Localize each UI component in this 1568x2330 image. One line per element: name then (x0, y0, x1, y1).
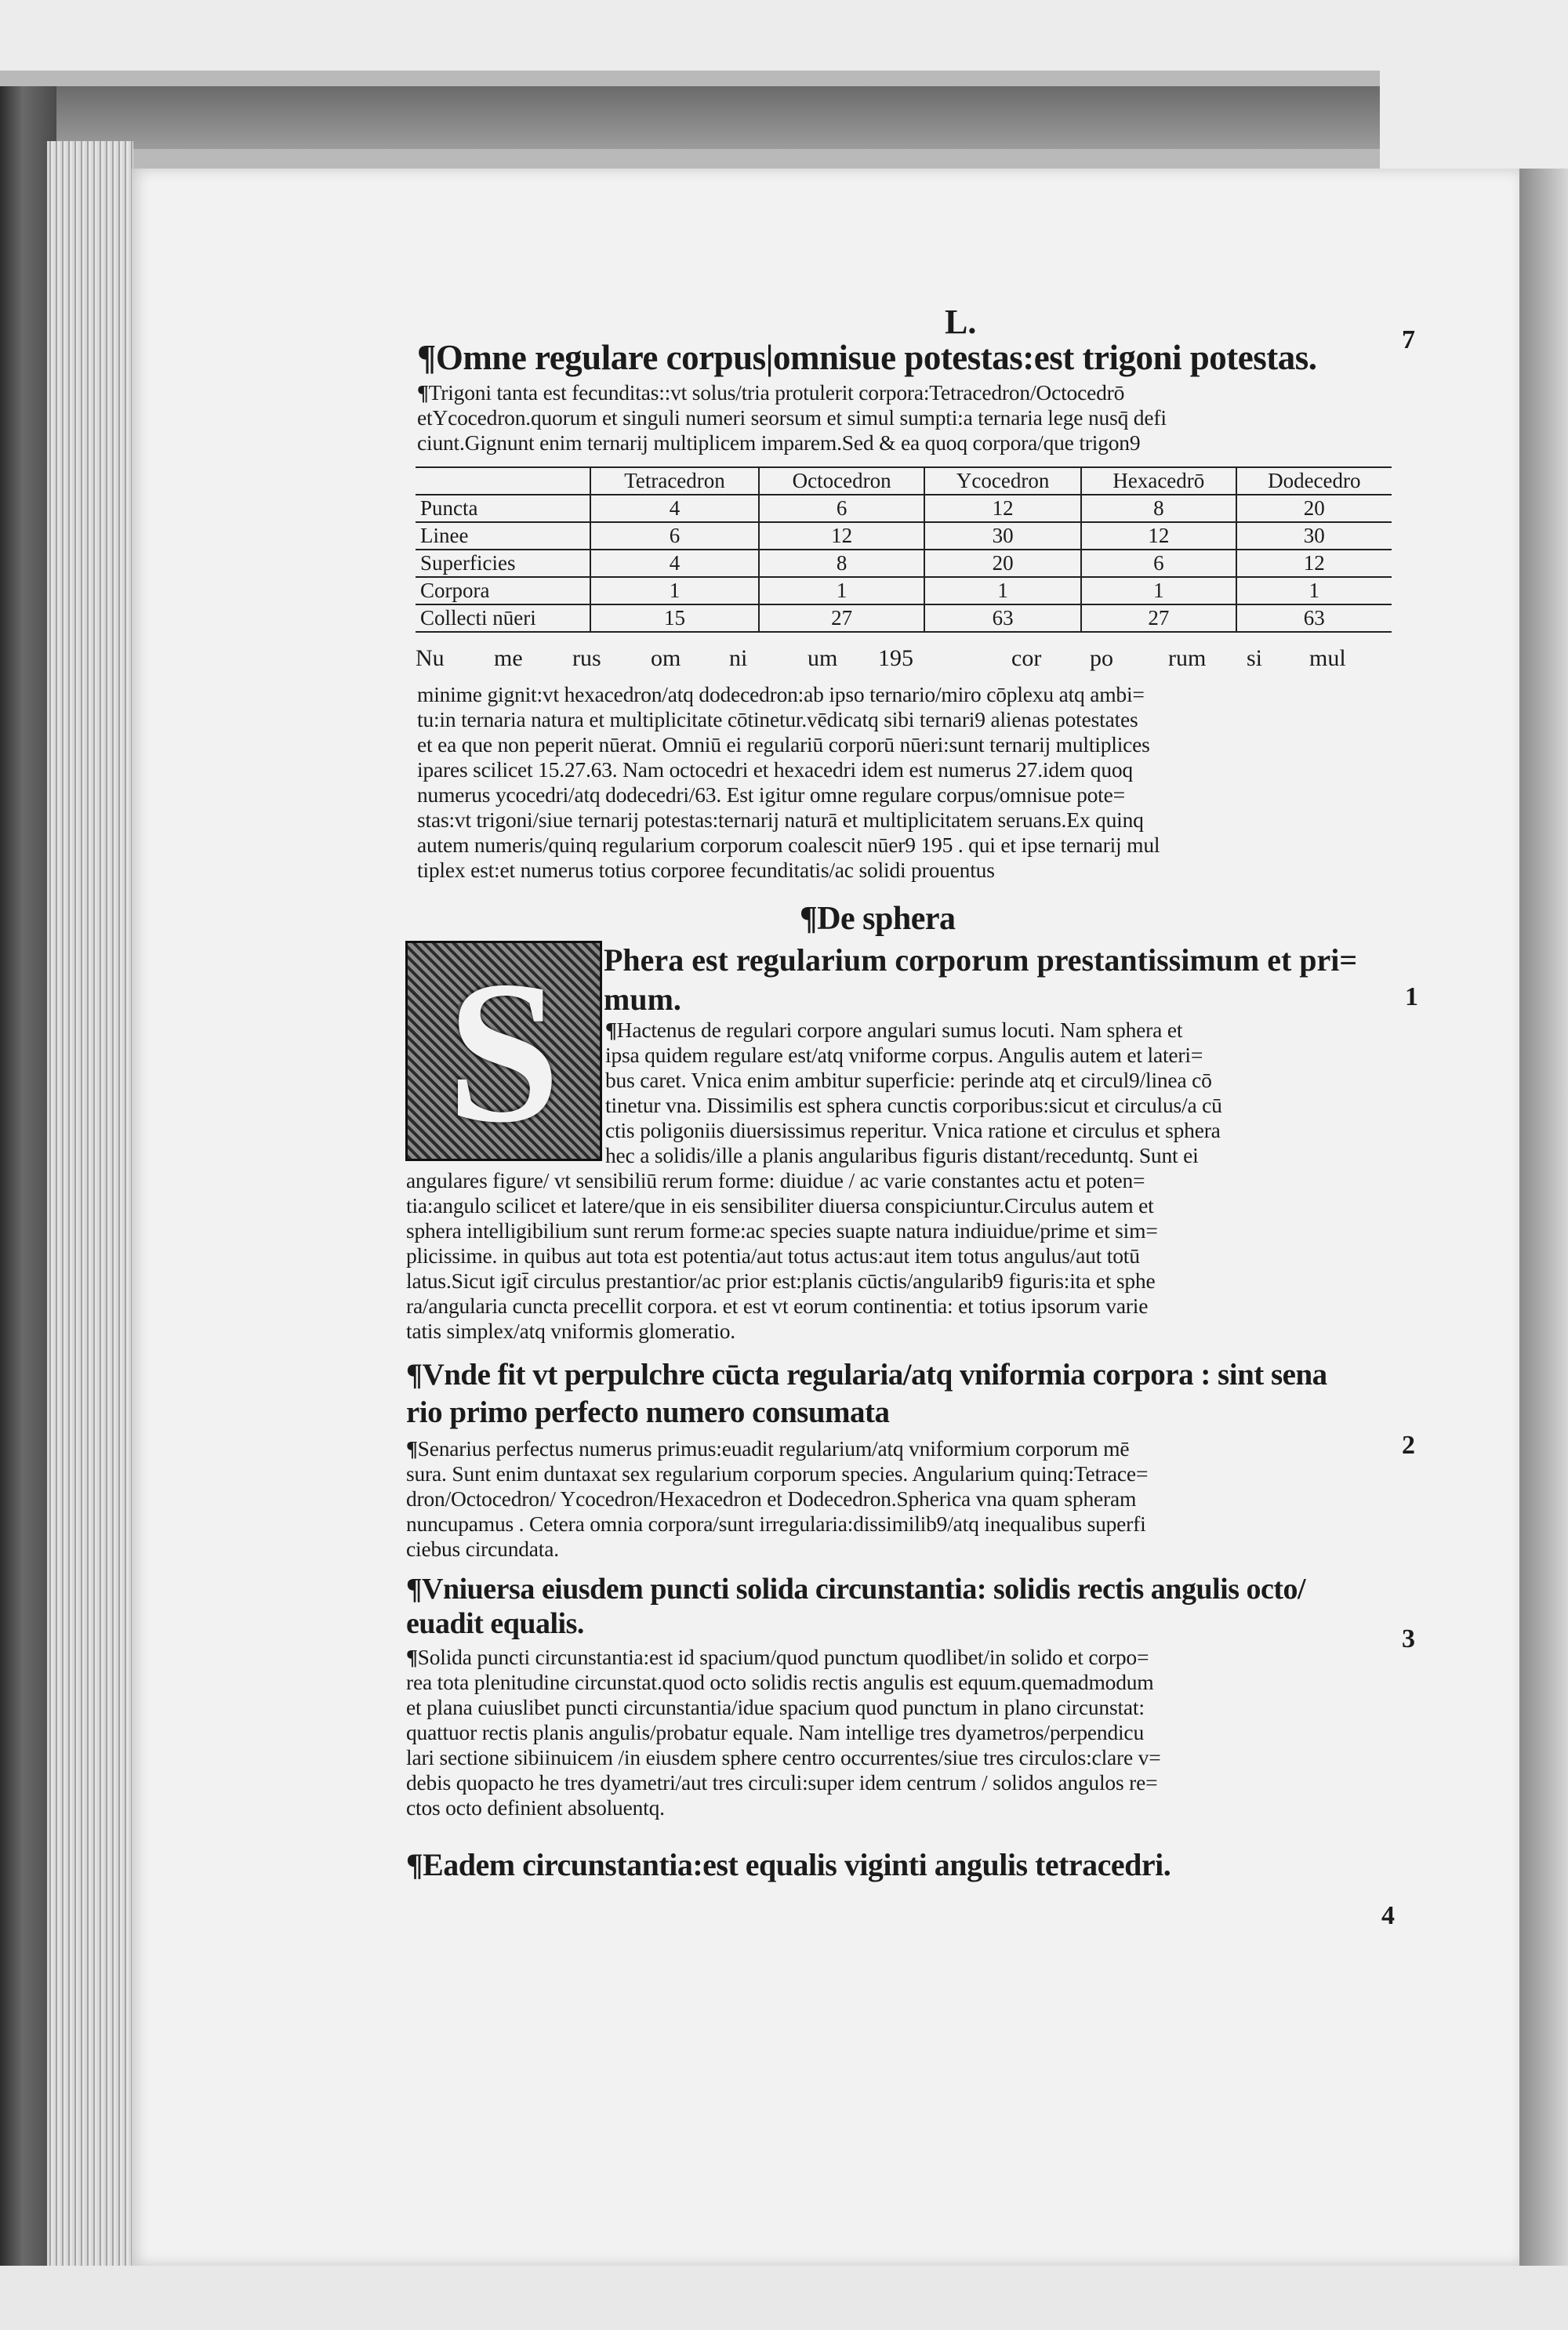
text-line: Senarius perfectus numerus primus:euadit regularium/atq vniformium corporum mē (417, 1436, 1130, 1461)
spaced-word: rus (572, 645, 601, 671)
text-line: mum. (604, 982, 681, 1017)
table-cell: 8 (1081, 495, 1236, 522)
table-cell: 6 (759, 495, 924, 522)
spaced-word: rum (1168, 645, 1207, 671)
text-line: et plana cuiuslibet puncti circunstantia/idue spacium quod punctum in plano circunstat: (406, 1695, 1145, 1719)
spaced-word: cor (1011, 645, 1042, 671)
text-line: ctis poligoniis diuersissimus reperitur. Vnica ratione et circulus et sphera (605, 1118, 1221, 1142)
text-line: latus.Sicut igit̄ circulus prestantior/ac prior est:planis cūctis/angularib9 figuris:ita et sphe (406, 1268, 1156, 1293)
text-line: Vnde fit vt perpulchre cūcta regularia/atq vniformia corpora : sint sena (422, 1358, 1327, 1392)
text-line: nuncupamus . Cetera omnia corpora/sunt irregularia:dissimilib9/atq inequalibus superfi (406, 1512, 1146, 1536)
table-cell: 4 (590, 550, 759, 577)
text-line: tu:in ternaria natura et multiplicitate cōtinetur.vēdicatq sibi ternari9 alienas potestates (417, 707, 1138, 731)
text-line: tatis simplex/atq vniformis glomeratio. (406, 1319, 735, 1343)
row-label: Superficies (416, 550, 590, 577)
row-label: Collecti nūeri (416, 604, 590, 632)
margin-number: 1 (1405, 982, 1418, 1011)
spaced-word: um (808, 645, 838, 671)
table-cell: 15 (590, 604, 759, 632)
spaced-word: me (494, 645, 523, 671)
paragraph-senarius (406, 1436, 1148, 1562)
table-cell: 30 (1236, 522, 1392, 550)
column-header: Ycocedron (924, 467, 1081, 495)
page-shadow (1519, 169, 1568, 2266)
heading-eadem (406, 1846, 1171, 1883)
text-line: Solida puncti circunstantia:est id spacium/quod punctum quodlibet/in solido et corpo= (417, 1645, 1149, 1669)
table-row (416, 522, 1392, 550)
table-cell: 1 (759, 577, 924, 604)
table-cell: 63 (924, 604, 1081, 632)
spaced-word: ni (729, 645, 748, 671)
table-cell: 12 (1236, 550, 1392, 577)
pilcrow-icon: ¶ (406, 1358, 423, 1392)
table-cell: 30 (924, 522, 1081, 550)
text-line: rea tota plenitudine circunstat.quod octo solidis rectis angulis est equum.quemadmodum (406, 1670, 1154, 1694)
text-line: sura. Sunt enim duntaxat sex regularium corporum species. Angularium quinq:Tetrace= (406, 1461, 1149, 1486)
text-line: ipares scilicet 15.27.63. Nam octocedri et hexacedri idem est numerus 27.idem quoq (417, 757, 1133, 782)
pilcrow-icon: ¶ (605, 1018, 617, 1042)
table-row (416, 604, 1392, 632)
column-header: Hexacedrō (1081, 467, 1236, 495)
sphera-title (604, 941, 1357, 1019)
table-corner (416, 467, 590, 495)
background-strip (0, 2266, 1568, 2330)
table-cell: 20 (924, 550, 1081, 577)
paragraph-solida-puncti (406, 1645, 1161, 1820)
text-line: Phera est regularium corporum prestantissimum et pri= (604, 942, 1358, 978)
text-line: quattuor rectis planis angulis/probatur equale. Nam intellige tres dyametros/perpendicu (406, 1720, 1144, 1744)
heading-text: Omne regulare corpus|omnisue potestas:est trigoni potestas. (435, 338, 1317, 377)
spaced-word: om (651, 645, 681, 671)
polyhedra-table (416, 466, 1392, 633)
table-cell: 12 (759, 522, 924, 550)
page-edges (47, 141, 133, 2266)
margin-number: 3 (1402, 1624, 1415, 1653)
text-line: ra/angularia cuncta precellit corpora. et est vt eorum continentia: et totius ipsorum varie (406, 1294, 1149, 1318)
text-line: bus caret. Vnica enim ambitur superficie: perinde atq et circul9/linea cō (605, 1068, 1212, 1092)
pilcrow-icon: ¶ (417, 380, 429, 405)
pilcrow-icon: ¶ (406, 1573, 423, 1606)
pilcrow-icon: ¶ (406, 1436, 418, 1461)
heading-de-sphera (800, 900, 956, 938)
row-label: Puncta (416, 495, 590, 522)
paragraph-trigoni (417, 380, 1167, 455)
heading-vnde-fit (406, 1356, 1327, 1432)
text-line: Trigoni tanta est fecunditas::vt solus/tria protulerit corpora:Tetracedron/Octocedrō (428, 380, 1125, 405)
pilcrow-icon: ¶ (417, 338, 436, 377)
book-cover-edge (0, 86, 1380, 149)
text-line: euadit equalis. (406, 1607, 584, 1640)
margin-number: 7 (1402, 325, 1415, 354)
text-line: tiplex est:et numerus totius corporee fecunditatis/ac solidi prouentus (417, 858, 995, 882)
text-line: Hactenus de regulari corpore angulari sumus locuti. Nam sphera et (616, 1018, 1183, 1042)
pilcrow-icon: ¶ (406, 1847, 423, 1882)
spaced-word: po (1090, 645, 1113, 671)
text-line: lari sectione sibiinuicem /in eiusdem sphere centro occurrentes/siue tres circulos:clare v= (406, 1745, 1161, 1769)
column-header: Octocedron (759, 467, 924, 495)
text-line: angulares figure/ vt sensibiliū rerum forme: diuidue / ac varie constantes actu et poten= (406, 1168, 1145, 1192)
text-line: numerus ycocedri/atq dodecedri/63. Est igitur omne regulare corpus/omnisue pote= (417, 782, 1125, 807)
table-cell: 1 (1236, 577, 1392, 604)
text-line: hec a solidis/ille a planis angularibus figuris distant/receduntq. Sunt ei (605, 1143, 1199, 1167)
table-cell: 20 (1236, 495, 1392, 522)
text-line: tia:angulo scilicet et latere/que in eis sensibiliter diuersa conspiciuntur.Circulus autem et (406, 1193, 1154, 1218)
paragraph-sphera-indented (605, 1018, 1222, 1168)
text-line: etYcocedron.quorum et singuli numeri seorsum et simul sumpti:a ternaria lege nusq̄ defi (417, 405, 1167, 430)
text-line: minime gignit:vt hexacedron/atq dodecedron:ab ipso ternario/miro cōplexu atq ambi= (417, 682, 1145, 706)
heading-text: De sphera (817, 901, 956, 937)
text-line: sphera intelligibilium sunt rerum forme:ac species suapte natura indiuidue/prime et sim= (406, 1218, 1158, 1243)
spaced-word: mul (1309, 645, 1346, 671)
text-line: rio primo perfecto numero consumata (406, 1395, 890, 1429)
text-line: ctos octo definient absoluentq. (406, 1795, 665, 1820)
table-cell: 8 (759, 550, 924, 577)
table-row (416, 550, 1392, 577)
table-cell: 6 (1081, 550, 1236, 577)
table-cell: 6 (590, 522, 759, 550)
column-header: Dodecedro (1236, 467, 1392, 495)
text-line: autem numeris/quinq regularium corporum coalescit nūer9 195 . qui et ipse ternarij mul (417, 833, 1160, 857)
text-line: Vniuersa eiusdem puncti solida circunstantia: solidis rectis angulis octo/ (422, 1573, 1306, 1606)
spaced-word: 195 (878, 645, 913, 671)
text-line: ciebus circundata. (406, 1537, 559, 1561)
table-cell: 63 (1236, 604, 1392, 632)
margin-number: 4 (1381, 1901, 1395, 1930)
paragraph-ternarius (417, 682, 1160, 883)
heading-text: Eadem circunstantia:est equalis viginti angulis tetracedri. (423, 1847, 1171, 1882)
table-row (416, 495, 1392, 522)
text-line: tinetur vna. Dissimilis est sphera cunctis corporibus:sicut et circulus/a cū (605, 1093, 1222, 1117)
row-label: Linee (416, 522, 590, 550)
text-line: debis quopacto he tres dyametri/aut tres circuli:super idem centrum / solidos angulos re= (406, 1770, 1158, 1795)
table-cell: 1 (1081, 577, 1236, 604)
table-row (416, 577, 1392, 604)
text-line: ciunt.Gignunt enim ternarij multiplicem imparem.Sed & ea quoq corpora/que trigon9 (417, 430, 1141, 455)
table-cell: 27 (1081, 604, 1236, 632)
initial-letter: S (447, 939, 561, 1165)
table-cell: 12 (1081, 522, 1236, 550)
paragraph-sphera (406, 1168, 1158, 1344)
pilcrow-icon: ¶ (800, 901, 818, 937)
heading-omne-regulare (417, 337, 1316, 378)
folio-number: L. (945, 303, 977, 341)
text-line: et ea que non peperit nūerat. Omniū ei regulariū corporū nūeri:sunt ternarij multiplices (417, 732, 1150, 757)
text-line: dron/Octocedron/ Ycocedron/Hexacedron et Dodecedron.Spherica vna quam spheram (406, 1486, 1137, 1511)
table-cell: 4 (590, 495, 759, 522)
table-cell: 1 (590, 577, 759, 604)
table-cell: 27 (759, 604, 924, 632)
text-line: ipsa quidem regulare est/atq vniforme corpus. Angulis autem et lateri= (605, 1043, 1203, 1067)
spaced-word: Nu (416, 645, 445, 671)
text-line: stas:vt trigoni/siue ternarij potestas:ternarij naturā et multiplicitatem seruans.Ex quinq (417, 808, 1144, 832)
pilcrow-icon: ¶ (406, 1645, 418, 1669)
spaced-word: si (1247, 645, 1263, 671)
decorated-initial (405, 939, 602, 1165)
table-cell: 12 (924, 495, 1081, 522)
text-line: plicissime. in quibus aut tota est potentia/aut totus actus:aut item totus angulus/aut totū (406, 1243, 1140, 1268)
margin-number: 2 (1402, 1431, 1415, 1460)
column-header: Tetracedron (590, 467, 759, 495)
table-header-row (416, 467, 1392, 495)
table-cell: 1 (924, 577, 1081, 604)
row-label: Corpora (416, 577, 590, 604)
heading-vniuersa (406, 1572, 1305, 1641)
